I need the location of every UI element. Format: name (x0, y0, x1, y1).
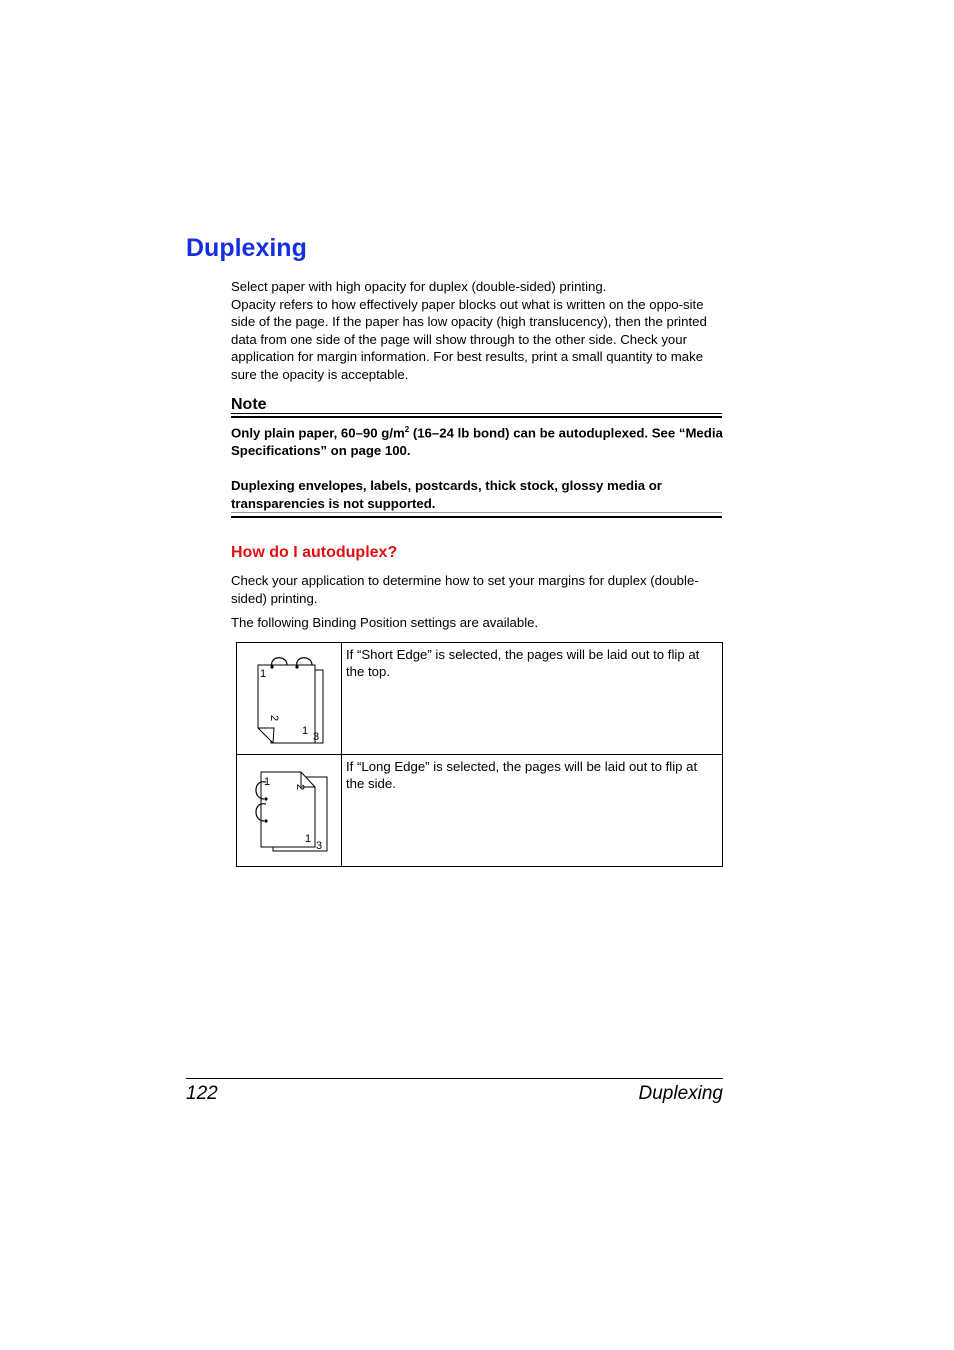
table-row (237, 643, 723, 755)
page-label: 3 (316, 840, 323, 852)
page-label: 1 (302, 725, 309, 737)
page-label: 1 (264, 776, 271, 788)
section-heading: How do I autoduplex? (231, 544, 398, 561)
note-paragraph-2: Duplexing envelopes, labels, postcards, thick stock, glossy media or transparencies is not supported. (231, 478, 662, 511)
intro-paragraph-2: Opacity refers to how effectively paper blocks out what is written on the oppo-site side of the page. If the paper has low opacity (high translucency), then the printed data from one side of the page will show through to the other side. Check your application for margin information. For best results, print a small quantity to make sure the opacity is acceptable. (231, 296, 707, 382)
footer-rule (186, 1078, 723, 1079)
page-label: 2 (294, 784, 306, 791)
icon-cell (237, 755, 342, 867)
note-bottom-rule (231, 512, 722, 518)
binding-position-table (236, 642, 723, 867)
binding-intro-paragraph: The following Binding Position settings are available. (231, 615, 539, 630)
note-box (231, 421, 723, 512)
page-label: 3 (313, 731, 320, 743)
note-paragraph-1: Only plain paper, 60–90 $g/m^2$ (16–24 lb bond) can be autoduplexed. See “Media Specifications” on page 100. (231, 425, 723, 458)
page-title: Duplexing (186, 234, 307, 262)
page-label: 2 (268, 715, 280, 722)
page-label: 1 (260, 668, 267, 680)
short-edge-binding-icon (237, 643, 341, 754)
page-number: 122 (186, 1083, 218, 1104)
page-label: 1 (305, 833, 312, 845)
binding-description: If “Short Edge” is selected, the pages will be laid out to flip at the top. (342, 643, 723, 755)
intro-paragraph-1: Select paper with high opacity for duplex (double-sided) printing. (231, 279, 607, 294)
icon-cell (237, 643, 342, 755)
table-row (237, 755, 723, 867)
footer-section-title: Duplexing (638, 1083, 723, 1104)
long-edge-binding-icon (237, 755, 341, 866)
binding-description: If “Long Edge” is selected, the pages will be laid out to flip at the side. (342, 755, 723, 867)
autoduplex-paragraph: Check your application to determine how to set your margins for duplex (double-sided) printing. (231, 573, 699, 606)
note-top-rule (231, 413, 722, 418)
note-heading: Note (231, 396, 267, 413)
intro-text (231, 278, 723, 384)
